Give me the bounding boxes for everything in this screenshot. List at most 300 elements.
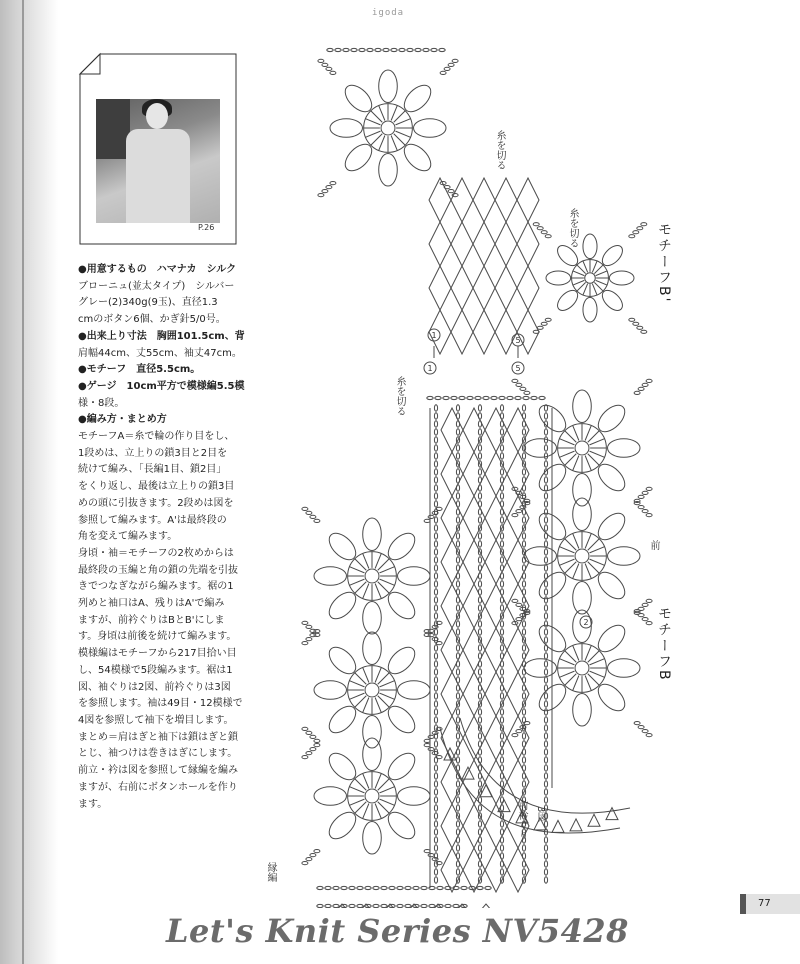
chain-stitch bbox=[456, 533, 459, 539]
motif-spoke bbox=[378, 673, 389, 684]
motif-core bbox=[575, 441, 589, 455]
motif-spoke bbox=[573, 645, 579, 660]
motif-spoke bbox=[559, 559, 574, 565]
chain-stitch bbox=[642, 491, 648, 494]
page-number: 77 bbox=[758, 898, 771, 909]
chain-stitch bbox=[522, 869, 525, 875]
chain-stitch bbox=[544, 413, 547, 419]
instruction-line: ●ゲージ 10cm平方で模様編5.5模 bbox=[78, 380, 245, 392]
shell-stitch bbox=[552, 820, 564, 832]
motif-spoke bbox=[590, 547, 605, 553]
photo-page-ref: P.26 bbox=[198, 223, 215, 232]
chain-stitch bbox=[544, 605, 547, 611]
chain-stitch bbox=[544, 597, 547, 603]
chain-stitch bbox=[306, 752, 312, 755]
chain-stitch bbox=[646, 487, 652, 490]
chain-stitch bbox=[365, 886, 371, 889]
instruction-line: し、54模様で5段編みます。裾は1 bbox=[78, 664, 233, 676]
chain-stitch bbox=[306, 511, 312, 514]
chain-stitch bbox=[434, 693, 437, 699]
motif-petal bbox=[363, 822, 382, 854]
chain-stitch bbox=[330, 71, 336, 74]
lattice-diamond bbox=[495, 266, 517, 310]
chain-stitch bbox=[429, 904, 435, 907]
chain-stitch bbox=[544, 669, 547, 675]
chain-stitch bbox=[373, 886, 379, 889]
chain-stitch bbox=[478, 781, 481, 787]
chain-stitch bbox=[544, 869, 547, 875]
chain-stitch bbox=[314, 744, 320, 747]
page-number-tab bbox=[740, 894, 800, 914]
round-marker-label: 2 bbox=[583, 618, 589, 627]
instruction-line: 角を変えて編みます。 bbox=[78, 531, 178, 543]
lattice-diamond bbox=[429, 222, 451, 266]
chain-stitch bbox=[500, 693, 503, 699]
motif-spoke bbox=[590, 659, 605, 665]
chain-stitch bbox=[629, 235, 635, 238]
chain-stitch bbox=[641, 223, 647, 226]
chain-stitch bbox=[544, 485, 547, 491]
motif-core bbox=[365, 789, 379, 803]
motif-petal bbox=[363, 738, 382, 770]
chain-stitch bbox=[522, 453, 525, 459]
chain-stitch bbox=[302, 621, 308, 624]
chain-stitch bbox=[343, 48, 349, 51]
chain-stitch bbox=[516, 618, 522, 621]
chain-stitch bbox=[544, 733, 547, 739]
motif-petal bbox=[398, 787, 430, 806]
motif-petal bbox=[573, 694, 592, 726]
chain-stitch bbox=[459, 396, 465, 399]
label-yarn-cut-2: 糸を切る bbox=[567, 208, 578, 248]
chain-stitch bbox=[434, 773, 437, 779]
chain-stitch bbox=[448, 190, 454, 193]
chain-stitch bbox=[478, 869, 481, 875]
lattice-diamond bbox=[451, 310, 473, 354]
chain-stitch bbox=[544, 677, 547, 683]
chain-stitch bbox=[434, 797, 437, 803]
instruction-line: 模様編はモチーフから217目拾い目 bbox=[78, 648, 237, 660]
chain-stitch bbox=[302, 642, 308, 645]
chain-stitch bbox=[633, 322, 639, 325]
chain-stitch bbox=[456, 629, 459, 635]
instruction-line: ブローニュ(並太タイプ) シルバー bbox=[78, 280, 235, 292]
chain-stitch bbox=[310, 854, 316, 857]
instruction-line: とじ、袖つけは巻きはぎにします。 bbox=[78, 748, 238, 760]
chain-stitch bbox=[424, 739, 430, 742]
chain-stitch bbox=[522, 629, 525, 635]
chain-stitch bbox=[434, 781, 437, 787]
chain-stitch bbox=[317, 904, 323, 907]
chain-stitch bbox=[434, 485, 437, 491]
motif-spoke bbox=[380, 579, 395, 585]
chain-stitch bbox=[326, 67, 332, 70]
chain-stitch bbox=[434, 821, 437, 827]
motif-spoke bbox=[559, 659, 574, 665]
instruction-line: 最終段の玉編と角の鎖の先端を引抜 bbox=[78, 564, 238, 576]
chain-stitch bbox=[478, 445, 481, 451]
lattice-diamond bbox=[429, 266, 451, 310]
motif-spoke bbox=[585, 645, 591, 660]
chain-stitch bbox=[500, 453, 503, 459]
motif-spoke bbox=[380, 693, 395, 699]
motif-spoke bbox=[375, 804, 381, 819]
chain-stitch bbox=[461, 886, 467, 889]
chain-stitch bbox=[544, 429, 547, 435]
motif-spoke bbox=[590, 451, 605, 457]
chain-stitch bbox=[434, 413, 437, 419]
chain-stitch bbox=[434, 405, 437, 411]
chain-stitch bbox=[434, 453, 437, 459]
instruction-line: 身頃・袖＝モチーフの2枚めからは bbox=[78, 547, 234, 559]
chain-stitch bbox=[500, 533, 503, 539]
chain-stitch bbox=[646, 599, 652, 602]
chain-stitch bbox=[306, 625, 312, 628]
chain-stitch bbox=[325, 904, 331, 907]
motif-core bbox=[365, 683, 379, 697]
motif-spoke bbox=[594, 282, 603, 291]
motif-spoke bbox=[559, 439, 574, 445]
lattice-diamond bbox=[495, 178, 517, 222]
chain-stitch bbox=[310, 748, 316, 751]
chain-stitch bbox=[646, 379, 652, 382]
chain-stitch bbox=[500, 557, 503, 563]
chain-stitch bbox=[544, 629, 547, 635]
chain-stitch bbox=[522, 693, 525, 699]
chain-stitch bbox=[434, 829, 437, 835]
motif-petal bbox=[573, 582, 592, 614]
instruction-line: cmのボタン6個、かぎ針5/0号。 bbox=[78, 314, 226, 326]
chain-stitch bbox=[383, 48, 389, 51]
chain-stitch bbox=[367, 48, 373, 51]
chain-stitch bbox=[456, 709, 459, 715]
chain-stitch bbox=[500, 757, 503, 763]
chain-stitch bbox=[544, 637, 547, 643]
motif-spoke bbox=[559, 451, 574, 457]
chain-stitch bbox=[646, 622, 652, 625]
chain-stitch bbox=[310, 515, 316, 518]
chain-stitch bbox=[415, 48, 421, 51]
chain-stitch bbox=[456, 805, 459, 811]
motif-petal bbox=[546, 271, 571, 285]
chain-stitch bbox=[405, 904, 411, 907]
motif-spoke bbox=[583, 261, 588, 272]
chain-stitch bbox=[500, 669, 503, 675]
chain-stitch bbox=[434, 669, 437, 675]
chain-stitch bbox=[456, 493, 459, 499]
chain-stitch bbox=[349, 886, 355, 889]
chain-stitch bbox=[638, 495, 644, 498]
motif-spoke bbox=[363, 553, 369, 568]
lattice-diamond bbox=[473, 178, 495, 222]
chain-stitch bbox=[544, 661, 547, 667]
motif-petal bbox=[609, 271, 634, 285]
chain-stitch bbox=[341, 886, 347, 889]
chain-stitch bbox=[500, 821, 503, 827]
pattern-card bbox=[78, 52, 240, 248]
chain-stitch bbox=[478, 717, 481, 723]
motif-spoke bbox=[391, 136, 397, 151]
chain-stitch bbox=[537, 326, 543, 329]
chain-stitch bbox=[500, 445, 503, 451]
motif-spoke bbox=[565, 562, 576, 573]
chain-stitch bbox=[434, 541, 437, 547]
chain-stitch bbox=[434, 653, 437, 659]
label-edge: 縁編 bbox=[265, 862, 276, 882]
chain-stitch bbox=[544, 861, 547, 867]
motif-core bbox=[365, 569, 379, 583]
chain-stitch bbox=[500, 581, 503, 587]
chain-stitch bbox=[544, 405, 547, 411]
chain-stitch bbox=[335, 48, 341, 51]
motif-core bbox=[585, 273, 596, 284]
motif-spoke bbox=[585, 533, 591, 548]
motif-spoke bbox=[355, 802, 366, 813]
chain-stitch bbox=[424, 519, 430, 522]
chain-stitch bbox=[405, 886, 411, 889]
lattice-diamond bbox=[451, 178, 473, 222]
instruction-line: を参照します。袖は49目・12模様で bbox=[78, 698, 243, 710]
motif-petal bbox=[573, 474, 592, 506]
chain-stitch bbox=[327, 48, 333, 51]
chain-stitch bbox=[456, 757, 459, 763]
model-photo bbox=[96, 99, 220, 223]
motif-spoke bbox=[363, 584, 369, 599]
motif-petal bbox=[583, 297, 597, 322]
chain-stitch bbox=[456, 541, 459, 547]
motif-petal bbox=[573, 390, 592, 422]
chain-stitch bbox=[428, 748, 434, 751]
chain-stitch bbox=[399, 48, 405, 51]
chain-stitch bbox=[478, 621, 481, 627]
chain-stitch bbox=[500, 605, 503, 611]
spine-fold bbox=[22, 0, 24, 964]
motif-spoke bbox=[596, 271, 607, 276]
chain-stitch bbox=[437, 886, 443, 889]
chain-stitch bbox=[544, 701, 547, 707]
motif-petal bbox=[608, 439, 640, 458]
shell-stitch bbox=[570, 819, 582, 831]
motif-spoke bbox=[375, 698, 381, 713]
chain-stitch bbox=[544, 653, 547, 659]
motif-spoke bbox=[573, 456, 579, 471]
instruction-line: 参照して編みます。A'は最終段の bbox=[78, 514, 227, 526]
chain-stitch bbox=[456, 821, 459, 827]
chain-stitch bbox=[306, 858, 312, 861]
chain-stitch bbox=[522, 645, 525, 651]
chain-stitch bbox=[478, 453, 481, 459]
chain-stitch bbox=[431, 48, 437, 51]
chain-stitch bbox=[478, 533, 481, 539]
chain-stitch bbox=[520, 387, 526, 390]
motif-spoke bbox=[583, 284, 588, 295]
instruction-line: めの頭に引抜きます。2段めは図を bbox=[78, 497, 234, 509]
chain-stitch bbox=[537, 227, 543, 230]
motif-petal bbox=[363, 518, 382, 550]
motif-spoke bbox=[573, 280, 584, 285]
chain-stitch bbox=[424, 744, 430, 747]
chain-stitch bbox=[522, 517, 525, 523]
motif-spoke bbox=[559, 671, 574, 677]
chain-stitch bbox=[318, 194, 324, 197]
chain-stitch bbox=[544, 853, 547, 859]
chain-stitch bbox=[544, 445, 547, 451]
chain-stitch bbox=[407, 48, 413, 51]
chain-stitch bbox=[544, 773, 547, 779]
motif-spoke bbox=[349, 693, 364, 699]
chain-stitch bbox=[434, 685, 437, 691]
motif-spoke bbox=[378, 779, 389, 790]
motif-petal bbox=[314, 681, 346, 700]
chain-stitch bbox=[478, 733, 481, 739]
chain-stitch bbox=[421, 904, 427, 907]
chain-stitch bbox=[349, 904, 355, 907]
chain-stitch bbox=[456, 869, 459, 875]
chain-stitch bbox=[434, 493, 437, 499]
chain-stitch bbox=[633, 231, 639, 234]
chain-stitch bbox=[456, 717, 459, 723]
instructions-text bbox=[78, 262, 274, 813]
chain-stitch bbox=[544, 749, 547, 755]
instruction-line: す。身頃は前後を続けて編みます。 bbox=[78, 631, 237, 643]
chain-stitch bbox=[456, 405, 459, 411]
chain-stitch bbox=[544, 709, 547, 715]
lattice-diamond bbox=[517, 222, 539, 266]
chain-stitch bbox=[456, 797, 459, 803]
chain-stitch bbox=[434, 853, 437, 859]
motif-spoke bbox=[378, 582, 389, 593]
chain-stitch bbox=[456, 557, 459, 563]
chain-stitch bbox=[427, 396, 433, 399]
chain-stitch bbox=[522, 733, 525, 739]
chain-stitch bbox=[500, 517, 503, 523]
chain-stitch bbox=[434, 789, 437, 795]
chain-stitch bbox=[642, 730, 648, 733]
motif-spoke bbox=[365, 131, 380, 137]
chain-stitch bbox=[434, 477, 437, 483]
chain-stitch bbox=[456, 429, 459, 435]
chain-stitch bbox=[357, 886, 363, 889]
instruction-line: 列めと袖口はA、残りはA'で編み bbox=[78, 598, 225, 610]
chain-stitch bbox=[391, 48, 397, 51]
motif-spoke bbox=[349, 681, 364, 687]
chain-stitch bbox=[522, 781, 525, 787]
motif-spoke bbox=[391, 105, 397, 120]
label-motif-b: モチーフB bbox=[656, 606, 672, 682]
chain-stitch bbox=[478, 469, 481, 475]
label-front-neck: 前衿ぐり bbox=[516, 800, 527, 840]
chain-stitch bbox=[434, 501, 437, 507]
shell-stitch bbox=[498, 800, 510, 812]
chain-stitch bbox=[434, 741, 437, 747]
motif-spoke bbox=[588, 431, 599, 442]
lattice-diamond bbox=[495, 310, 517, 354]
motif-spoke bbox=[565, 454, 576, 465]
chain-stitch bbox=[381, 904, 387, 907]
chain-stitch bbox=[477, 886, 483, 889]
chain-stitch bbox=[375, 48, 381, 51]
chain-stitch bbox=[522, 709, 525, 715]
chain-stitch bbox=[544, 621, 547, 627]
edge-shell bbox=[474, 904, 498, 908]
instruction-line: グレー(2)340g(9玉)、直径1.3 bbox=[78, 297, 218, 309]
chain-stitch bbox=[478, 709, 481, 715]
chain-stitch bbox=[478, 645, 481, 651]
chain-stitch bbox=[541, 322, 547, 325]
motif-spoke bbox=[380, 787, 395, 793]
motif-spoke bbox=[378, 559, 389, 570]
motif-spoke bbox=[378, 802, 389, 813]
motif-spoke bbox=[371, 134, 382, 145]
motif-spoke bbox=[590, 671, 605, 677]
motif-petal bbox=[314, 567, 346, 586]
chain-stitch bbox=[467, 396, 473, 399]
chain-stitch bbox=[456, 469, 459, 475]
chain-stitch bbox=[443, 396, 449, 399]
chain-stitch bbox=[373, 904, 379, 907]
motif-spoke bbox=[565, 431, 576, 442]
instruction-line: ●モチーフ 直径5.5cm。 bbox=[78, 364, 201, 376]
book-spine-shadow bbox=[0, 0, 58, 964]
chain-stitch bbox=[456, 621, 459, 627]
chain-stitch bbox=[434, 677, 437, 683]
chain-stitch bbox=[544, 549, 547, 555]
chain-stitch bbox=[516, 730, 522, 733]
instruction-line: ますが、右前にボタンホールを作り bbox=[78, 781, 238, 793]
chain-stitch bbox=[544, 613, 547, 619]
motif-petal bbox=[363, 632, 382, 664]
round-marker-label: 5 bbox=[515, 364, 521, 373]
chain-stitch bbox=[512, 379, 518, 382]
chain-stitch bbox=[544, 469, 547, 475]
motif-petal bbox=[398, 681, 430, 700]
motif-petal bbox=[330, 119, 362, 138]
chain-stitch bbox=[452, 59, 458, 62]
motif-spoke bbox=[355, 673, 366, 684]
chain-stitch bbox=[500, 629, 503, 635]
chain-stitch bbox=[522, 469, 525, 475]
instruction-line: モチーフA＝糸で輪の作り目をし、 bbox=[78, 431, 235, 443]
motif-spoke bbox=[349, 567, 364, 573]
chain-stitch bbox=[434, 525, 437, 531]
chain-stitch bbox=[424, 633, 430, 636]
chain-stitch bbox=[428, 854, 434, 857]
motif-petal bbox=[379, 154, 398, 186]
chain-stitch bbox=[456, 645, 459, 651]
chain-stitch bbox=[500, 621, 503, 627]
chain-stitch bbox=[478, 557, 481, 563]
round-marker-label: 1 bbox=[431, 331, 437, 340]
chain-stitch bbox=[306, 731, 312, 734]
chain-stitch bbox=[539, 396, 545, 399]
chain-stitch bbox=[434, 565, 437, 571]
chain-stitch bbox=[545, 318, 551, 321]
chain-stitch bbox=[434, 845, 437, 851]
chain-stitch bbox=[314, 519, 320, 522]
footer-title: Let's Knit Series NV5428 bbox=[166, 912, 629, 950]
chain-stitch bbox=[544, 461, 547, 467]
chain-stitch bbox=[456, 669, 459, 675]
motif-petal bbox=[573, 498, 592, 530]
chain-stitch bbox=[544, 525, 547, 531]
chain-stitch bbox=[544, 493, 547, 499]
chain-stitch bbox=[456, 581, 459, 587]
motif-spoke bbox=[588, 651, 599, 662]
motif-spoke bbox=[375, 584, 381, 599]
motif-spoke bbox=[594, 265, 603, 274]
round-marker-label: 5 bbox=[515, 336, 521, 345]
motif-spoke bbox=[394, 111, 405, 122]
